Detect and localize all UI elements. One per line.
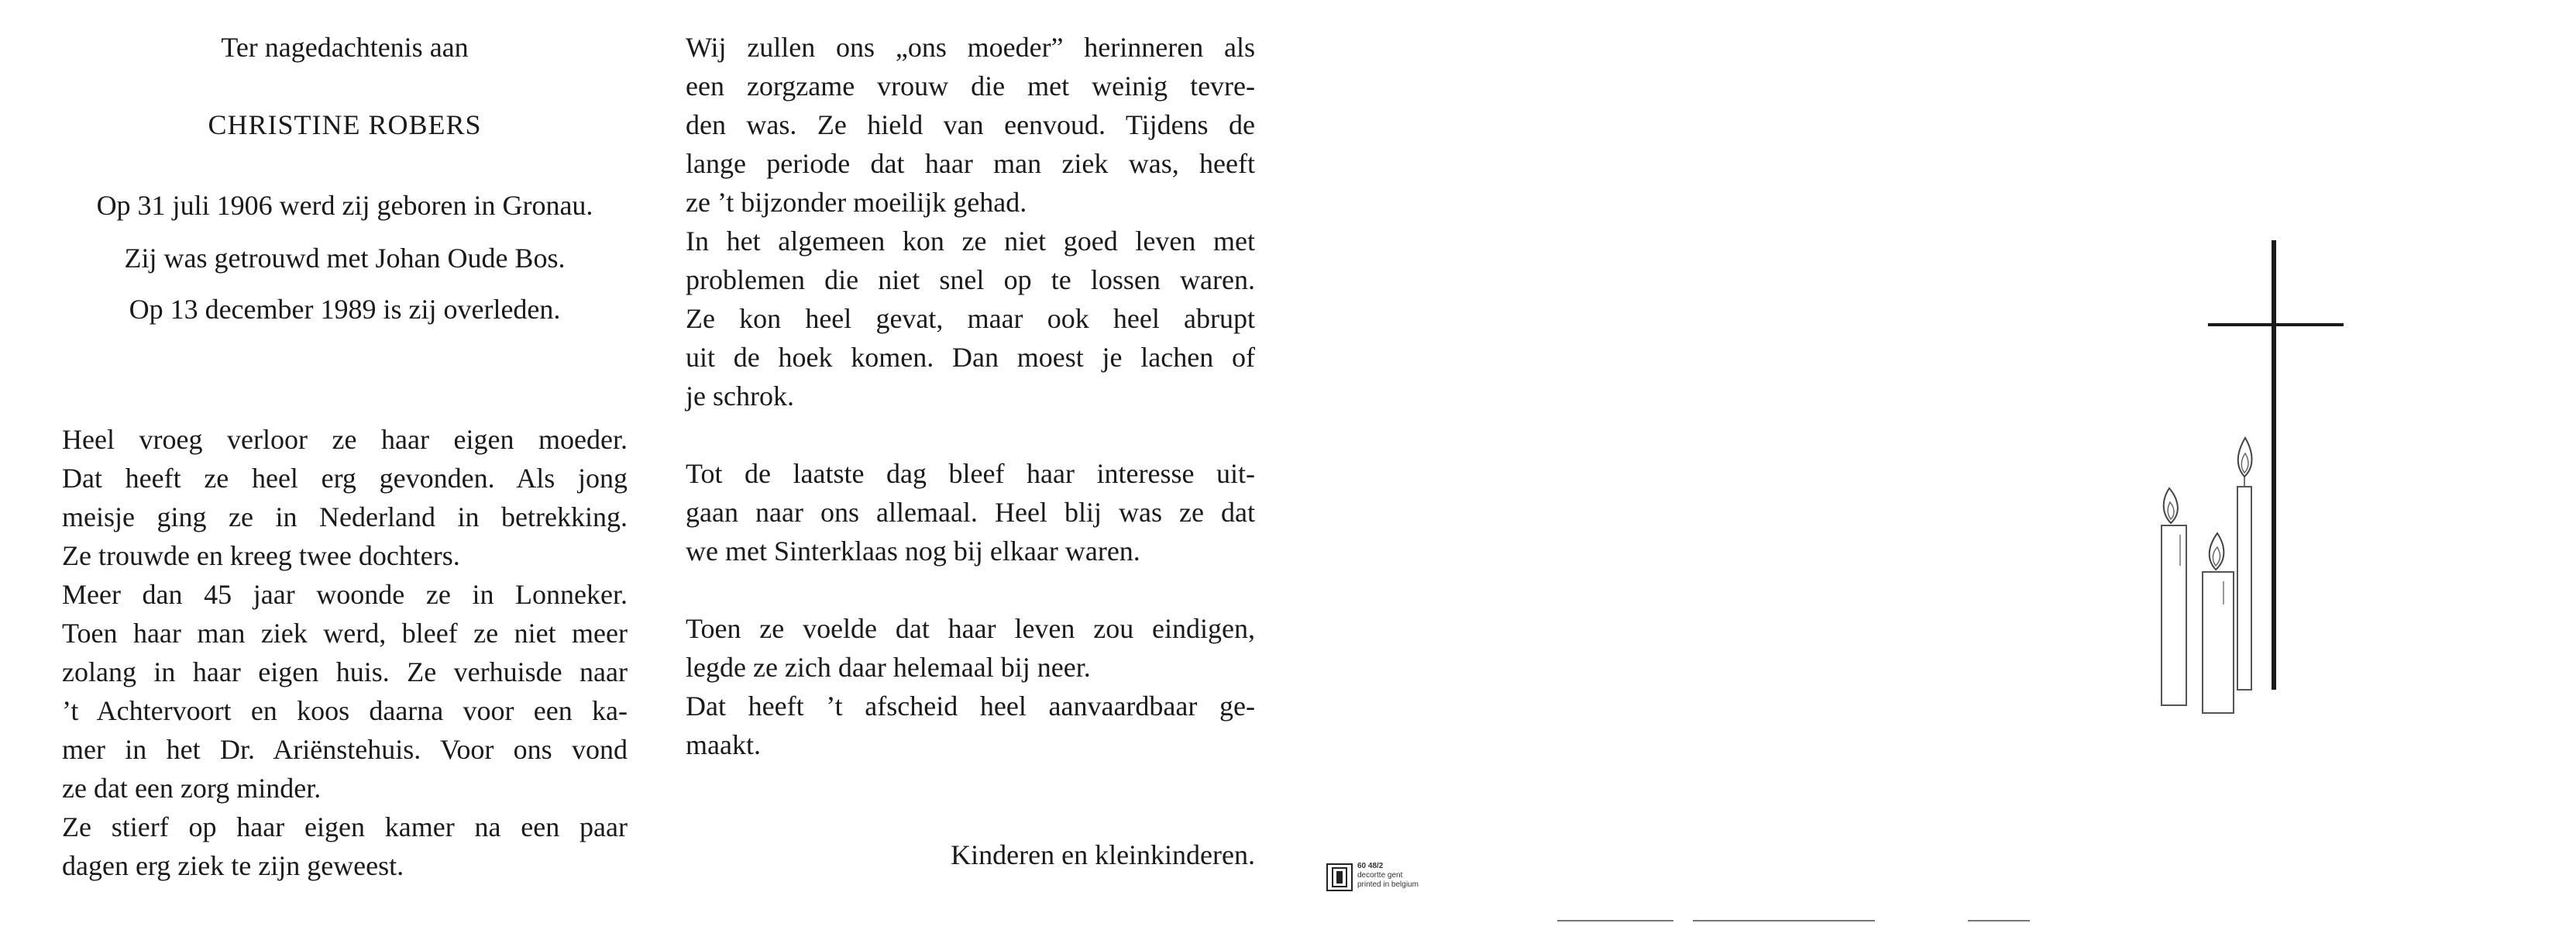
text-line: Heel vroeg verloor ze haar eigen moeder. — [62, 424, 628, 455]
text-line: In het algemeen kon ze niet goed leven met — [686, 226, 1255, 257]
middle-paragraph-1 — [686, 28, 1255, 222]
left-paragraph-3 — [62, 808, 628, 885]
middle-paragraph-3 — [686, 454, 1255, 570]
text-line: Dat heeft ’t afscheid heel aanvaardbaar ge- — [686, 691, 1255, 722]
printer-code: 60 48/2 — [1357, 862, 1384, 870]
text-line: Wij zullen ons „ons moeder” herinneren als — [686, 32, 1255, 63]
text-line: legde ze zich daar helemaal bij neer. — [686, 652, 1091, 683]
birth-fact: Op 31 juli 1906 werd zij geboren in Gronau. — [96, 190, 593, 221]
memorial-intro: Ter nagedachtenis aan — [221, 32, 469, 63]
text-line: dagen erg ziek te zijn geweest. — [62, 850, 404, 881]
text-line: Toen haar man ziek werd, bleef ze niet meer — [62, 618, 628, 649]
left-paragraph-2 — [62, 575, 628, 808]
printer-mark — [1326, 859, 1481, 897]
text-line: Ze trouwde en kreeg twee dochters. — [62, 540, 460, 571]
left-paragraph-1 — [62, 420, 628, 575]
cross-with-candles-icon — [2154, 240, 2355, 721]
text-line: Ze kon heel gevat, maar ook heel abrupt — [686, 303, 1255, 334]
text-line: je schrok. — [686, 381, 794, 412]
marriage-fact: Zij was getrouwd met Johan Oude Bos. — [124, 243, 566, 274]
deceased-name: CHRISTINE ROBERS — [208, 109, 482, 140]
signoff: Kinderen en kleinkinderen. — [951, 839, 1255, 870]
fold-mark — [1557, 920, 1673, 921]
text-line: Tot de laatste dag bleef haar interesse uit- — [686, 458, 1255, 489]
fold-mark — [1968, 920, 2030, 921]
fold-mark — [1693, 920, 1875, 921]
middle-paragraph-4 — [686, 609, 1255, 764]
text-line: een zorgzame vrouw die met weinig tevre- — [686, 71, 1255, 102]
text-line: ze ’t bijzonder moeilijk gehad. — [686, 187, 1027, 218]
text-line: ’t Achtervoort en koos daarna voor een ka- — [62, 695, 628, 726]
text-line: uit de hoek komen. Dan moest je lachen of — [686, 342, 1255, 373]
text-line: Meer dan 45 jaar woonde ze in Lonneker. — [62, 579, 628, 610]
text-line: mer in het Dr. Ariënstehuis. Voor ons vond — [62, 734, 628, 765]
printer-country: printed in belgium — [1357, 880, 1419, 889]
death-fact: Op 13 december 1989 is zij overleden. — [129, 294, 561, 325]
text-line: we met Sinterklaas nog bij elkaar waren. — [686, 536, 1140, 567]
text-line: Toen ze voelde dat haar leven zou eindigen, — [686, 613, 1255, 644]
text-line: maakt. — [686, 729, 761, 760]
printer-logo-icon — [1326, 863, 1353, 891]
text-line: problemen die niet snel op te lossen waren. — [686, 264, 1255, 295]
printer-name: decortte gent — [1357, 871, 1403, 880]
text-line: Ze stierf op haar eigen kamer na een paar — [62, 811, 628, 842]
text-line: lange periode dat haar man ziek was, heeft — [686, 148, 1255, 179]
text-line: den was. Ze hield van eenvoud. Tijdens de — [686, 109, 1255, 140]
text-line: meisje ging ze in Nederland in betrekking. — [62, 501, 628, 532]
text-line: ze dat een zorg minder. — [62, 773, 322, 804]
text-line: gaan naar ons allemaal. Heel blij was ze dat — [686, 497, 1255, 528]
text-line: Dat heeft ze heel erg gevonden. Als jong — [62, 463, 628, 494]
middle-paragraph-2 — [686, 222, 1255, 415]
text-line: zolang in haar eigen huis. Ze verhuisde naar — [62, 656, 628, 687]
